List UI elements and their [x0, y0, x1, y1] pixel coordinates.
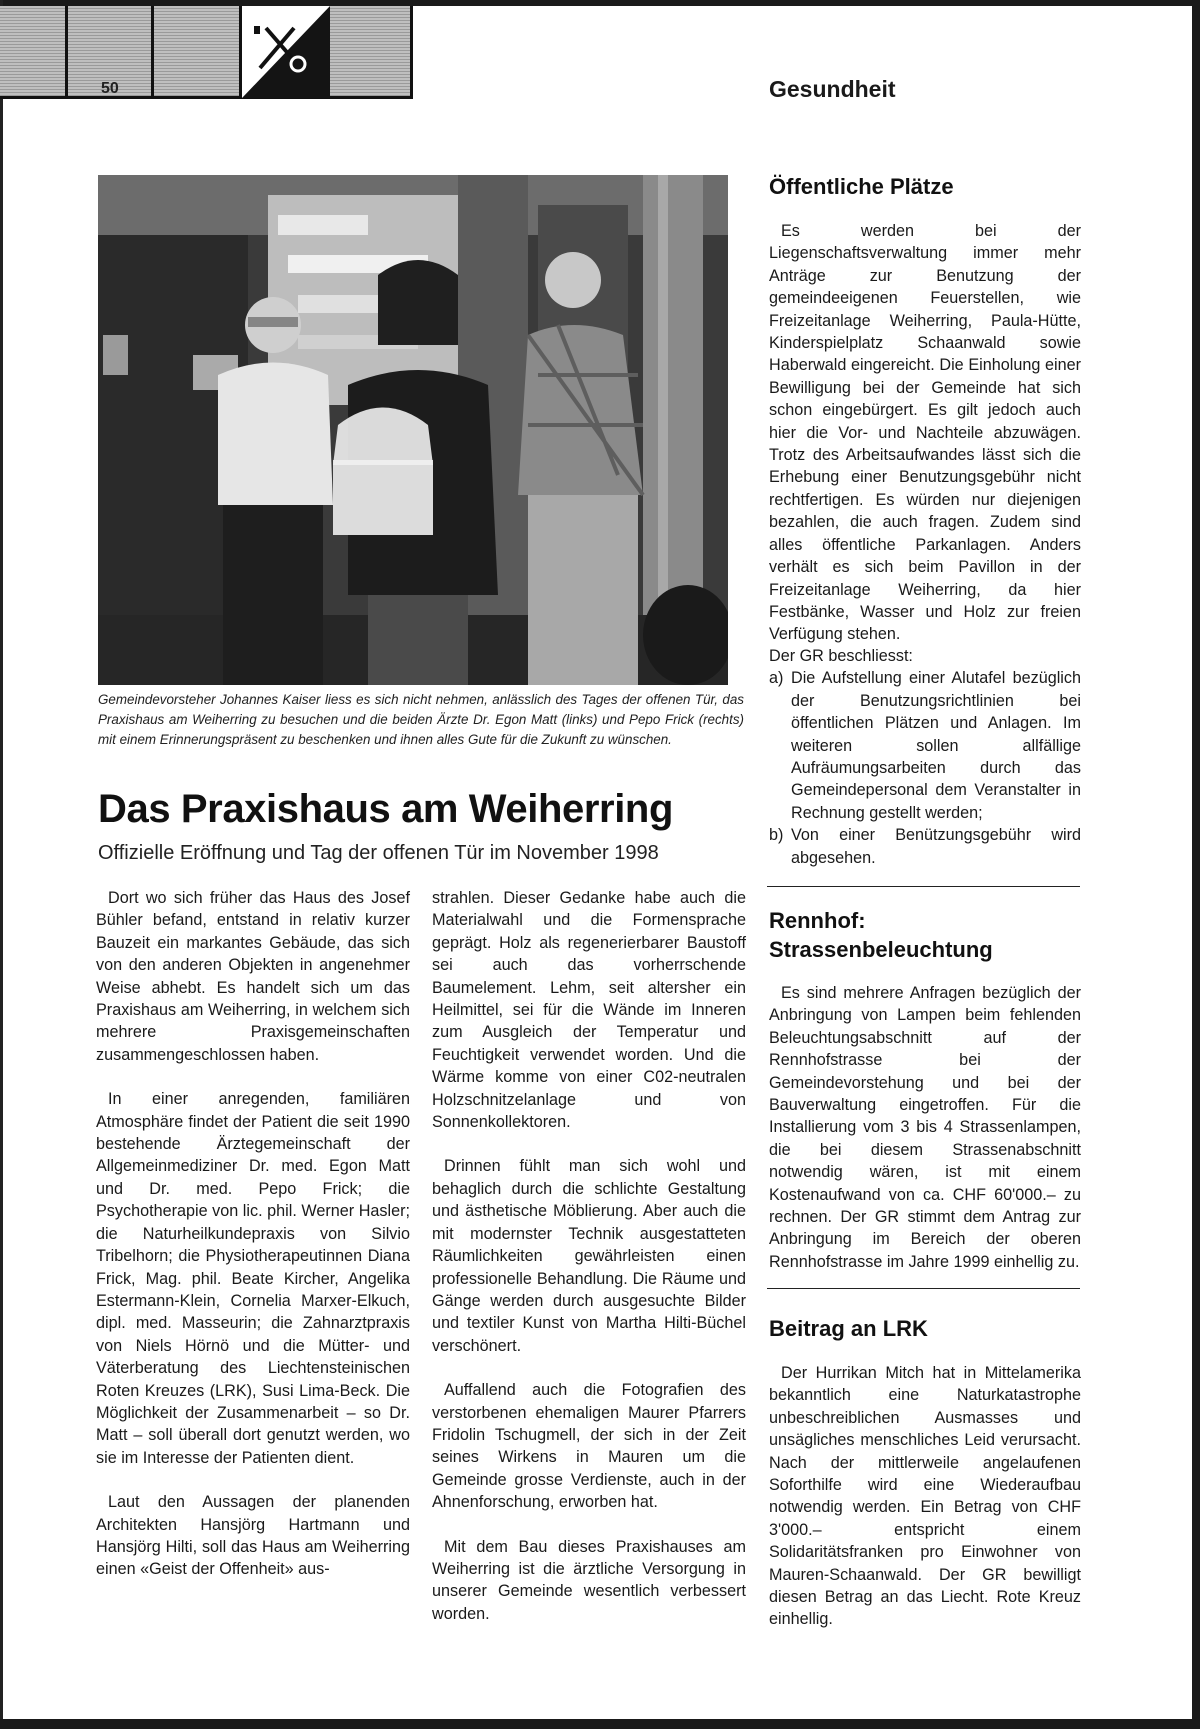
paragraph: Mit dem Bau dieses Praxishauses am Weiherring ist die ärztliche Versorgung in unserer Gemeinde wesentlich verbessert worden.: [432, 1537, 746, 1623]
divider: [767, 1288, 1080, 1289]
decision-list: [769, 667, 1081, 869]
article-column-2: [432, 887, 746, 1647]
lrk-text: Der Hurrikan Mitch hat in Mittelamerika bekanntlich eine Naturkatastrophe unbeschreiblichen Ausmasses und unsägliches menschliches Leid verursacht. Nach der mittlerweile angelaufenen Soforthilfe wird eine Wiederaufbau notwendig werden. Ein Betrag von CHF 3'000.– entspricht einem Solidaritätsfranken pro Einwohner von Mauren-Schaanwald. Der GR bewilligt diesen Betrag an das Liecht. Rote Kreuz einhellig.: [769, 1364, 1081, 1629]
paragraph: Drinnen fühlt man sich wohl und behaglich durch die schlichte Gestaltung und ästhetische Möblierung. Aber auch die mit modernster Technik ausgestatteten Räumlichkeiten gewährleisten einen professionelle Behandlung. Die Räume und Gänge werden durch ausgesuchte Bilder und textiler Kunst von Martha Hilti-Büchel verschönert.: [432, 1157, 746, 1355]
article-photo: [98, 175, 728, 685]
decision-intro: Der GR beschliesst:: [769, 647, 913, 665]
article-subtitle: Offizielle Eröffnung und Tag der offenen Tür im November 1998: [98, 842, 659, 864]
plaetze-section: [769, 220, 1081, 646]
header-band: [0, 6, 413, 98]
article-title: Das Praxishaus am Weiherring: [98, 787, 673, 831]
rennhof-title-line1: Rennhof:: [769, 908, 866, 933]
rennhof-text: Es sind mehrere Anfragen bezüglich der Anbringung von Lampen beim fehlenden Beleuchtungsabschnitt auf der Rennhofstrasse bei der Gemeindevorstehung und bei der Bauverwaltung eingetroffen. Für die Installierung vom 3 bis 4 Strassenlampen, die bei diesem Strassenabschnitt notwendig wären, ist mit einem Kostenaufwand von ca. CHF 60'000.– zu rechnen. Der GR stimmt dem Antrag zur Anbringung im Bereich der oberen Rennhofstrasse im Jahre 1999 einhellig zu.: [769, 984, 1081, 1271]
photo-icon: [98, 175, 728, 685]
lrk-section: [769, 1362, 1081, 1631]
list-text: Die Aufstellung einer Alutafel bezüglich der Benutzungsrichtlinien bei öffentlichen Plätzen und Anlagen. Im weiteren sollen allfällige Aufräumungsarbeiten durch das Gemeindepersonal dem Veranstalter in Rechnung gestellt werden;: [791, 669, 1081, 822]
paragraph: Dort wo sich früher das Haus des Josef Bühler befand, entstand in relativ kurzer Bauzeit ein markantes Gebäude, das sich von den anderen Objekten in angenehmer Weise abhebt. Es handelt sich um das Praxishaus am Weiherring, in welchem sich mehrere Praxisgemeinschaften zusammengeschlossen haben.: [96, 889, 410, 1064]
header-rule: [0, 96, 413, 99]
article-column-1: [96, 887, 410, 1603]
page-number: 50: [101, 80, 119, 97]
list-text: Von einer Benützungsgebühr wird abgesehen.: [791, 826, 1081, 867]
crest-icon: [242, 6, 330, 98]
photo-caption: Gemeindevorsteher Johannes Kaiser liess es sich nicht nehmen, anlässlich des Tages der offenen Tür, das Praxishaus am Weiherring zu besuchen und die beiden Ärzte Dr. Egon Matt (links) und Pepo Frick (rechts) mit einem Erinnerungspräsent zu beschenken und ihnen alles Gute für die Zukunft zu wünschen.: [98, 692, 744, 747]
paragraph: Laut den Aussagen der planenden Architekten Hansjörg Hartmann und Hansjörg Hilti, soll das Haus am Weiherring einen «Geist der Offenheit» aus-: [96, 1493, 410, 1579]
lrk-title: Beitrag an LRK: [769, 1316, 928, 1341]
paragraph: strahlen. Dieser Gedanke habe auch die Materialwahl und die Formensprache geprägt. Holz als regenerierbarer Baustoff sei auch das vorherrschende Baumelement. Lehm, seit altersher ein Heilmittel, sei für die Wände im Inneren zum Ausgleich der Temperatur und Feuchtigkeit verwendet worden. Und die Wärme komme von einer C02-neutralen Holzschnitzelanlage und von Sonnenkollektoren.: [432, 889, 746, 1132]
list-marker: a): [769, 669, 784, 688]
list-item: [769, 667, 1081, 824]
divider: [767, 886, 1080, 887]
paragraph: Auffallend auch die Fotografien des verstorbenen ehemaligen Maurer Pfarrers Fridolin Tschugmell, der sich in der Zeit seines Wirkens in Mauren um die Gemeinde grosse Verdienste, auch in der Ahnenforschung, erworben hat.: [432, 1381, 746, 1512]
plaetze-text: Es werden bei der Liegenschaftsverwaltung immer mehr Anträge zur Benutzung der gemeindeeigenen Feuerstellen, wie Freizeitanlage Weiherring, Paula-Hütte, Kinderspielplatz Schaanwald sowie Haberwald eingereicht. Die Einholung einer Bewilligung bei der Gemeinde hat sich schon eingebürgert. Es gilt jedoch auch hier die Vor- und Nachteile abzuwägen. Trotz des Arbeitsaufwandes lässt sich die Erhebung einer Benutzungsgebühr nicht rechtfertigen. Es würden nur diejenigen bezahlen, die auch fragen. Zudem sind alles öffentliche Parkanlagen. Anders verhält es sich beim Pavillon in der Freizeitanlage Weiherring, da hier Festbänke, Wasser und Holz zur freien Verfügung stehen.: [769, 222, 1081, 644]
rennhof-title-line2: Strassenbeleuchtung: [769, 937, 993, 962]
plaetze-title: Öffentliche Plätze: [769, 174, 954, 199]
plaetze-decisions: [769, 645, 1081, 869]
rennhof-title: [769, 906, 1089, 964]
page-edge-bottom: [0, 1719, 1200, 1729]
rennhof-section: [769, 982, 1081, 1273]
paragraph: In einer anregenden, familiären Atmosphäre findet der Patient die seit 1990 bestehende Ärztegemeinschaft der Allgemeinmediziner Dr. med. Egon Matt und Dr. med. Pepo Frick; die Psychotherapie von lic. phil. Werner Hasler; die Naturheilkundepraxis von Silvio Tribelhorn; die Physiotherapeutinnen Diana Frick, Mag. phil. Beate Kircher, Angelika Estermann-Klein, Cornelia Marxer-Elkuch, dipl. med. Masseurin; die Zahnarztpraxis von Niels Hörnö und die Mütter- und Väterberatung des Liechtensteinischen Roten Kreuzes (LRK), Susi Lima-Beck. Die Möglichkeit der Zusammenarbeit – so Dr. Matt – soll überall dort genutzt werden, wo sie im Interesse der Patienten dient.: [96, 1090, 410, 1467]
list-marker: b): [769, 826, 784, 845]
list-item: [769, 824, 1081, 869]
section-title: Gesundheit: [769, 76, 896, 102]
page-edge-right: [1192, 0, 1200, 1729]
page-edge-left: [0, 0, 3, 1729]
